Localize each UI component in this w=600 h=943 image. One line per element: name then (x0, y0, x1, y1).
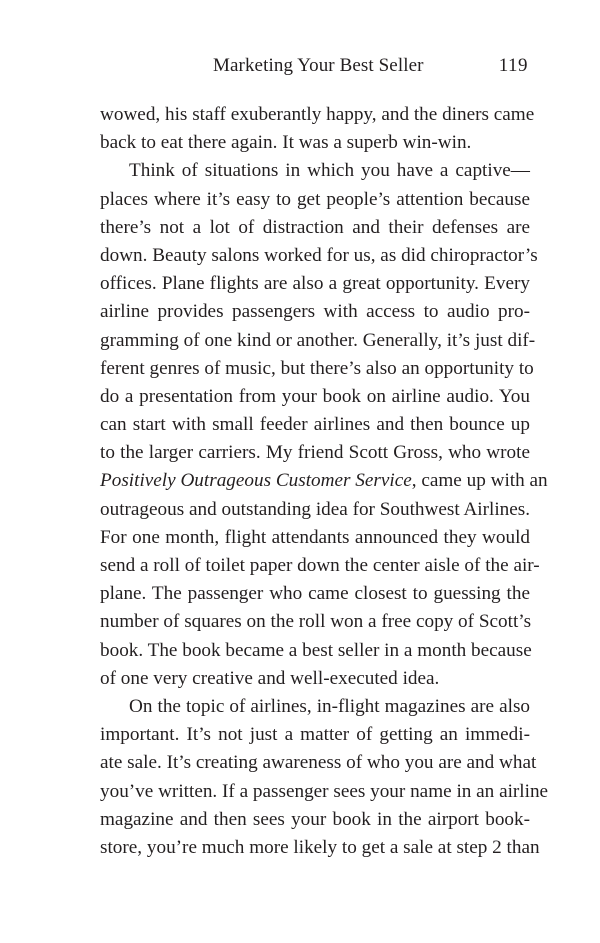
text-line: For one month, flight attendants announced they would (100, 526, 530, 548)
text-fragment: , came up with an (411, 470, 548, 492)
running-header (100, 55, 530, 83)
text-line: there’s not a lot of distraction and their defenses are (100, 216, 530, 238)
text-line: you’ve written. If a passenger sees your name in an airline (100, 780, 549, 802)
text-line: ate sale. It’s creating awareness of who you are and what (100, 752, 537, 774)
text-line: places where it’s easy to get people’s attention because (100, 188, 530, 210)
text-line: store, you’re much more likely to get a sale at step 2 than (100, 836, 540, 858)
text-line: gramming of one kind or another. Generally, it’s just dif- (100, 329, 536, 351)
text-line: send a roll of toilet paper down the center aisle of the air- (100, 555, 540, 576)
book-title: Positively Outrageous Customer Service (100, 470, 412, 492)
text-line: down. Beauty salons worked for us, as did chiropractor’s (100, 244, 538, 266)
text-line: book. The book became a best seller in a month because (100, 639, 532, 661)
running-title: Marketing Your Best Seller (213, 55, 424, 76)
page-number: 119 (498, 55, 528, 76)
text-line: wowed, his staff exuberantly happy, and the diners came (100, 104, 535, 125)
text-line: back to eat there again. It was a superb win-win. (100, 132, 472, 154)
text-line: ferent genres of music, but there’s also an opportunity to (100, 357, 534, 379)
text-line: number of squares on the roll won a free copy of Scott’s (100, 611, 532, 633)
text-line: of one very creative and well-executed idea. (100, 667, 440, 689)
text-line: Think of situations in which you have a captive— (129, 160, 530, 182)
text-line: On the topic of airlines, in-flight magazines are also (129, 695, 530, 717)
text-line: outrageous and outstanding idea for Southwest Airlines. (100, 498, 531, 520)
body-text (100, 101, 549, 862)
text-line: airline provides passengers with access to audio pro- (100, 301, 530, 323)
text-line: to the larger carriers. My friend Scott Gross, who wrote (100, 442, 530, 464)
text-line: can start with small feeder airlines and then bounce up (100, 414, 530, 436)
text-line: important. It’s not just a matter of getting an immedi- (100, 724, 530, 746)
text-line: magazine and then sees your book in the airport book- (100, 808, 530, 830)
text-line: offices. Plane flights are also a great opportunity. Every (100, 273, 530, 295)
text-line (100, 467, 548, 495)
text-line: plane. The passenger who came closest to guessing the (100, 583, 530, 605)
text-line: do a presentation from your book on airline audio. You (100, 385, 530, 407)
